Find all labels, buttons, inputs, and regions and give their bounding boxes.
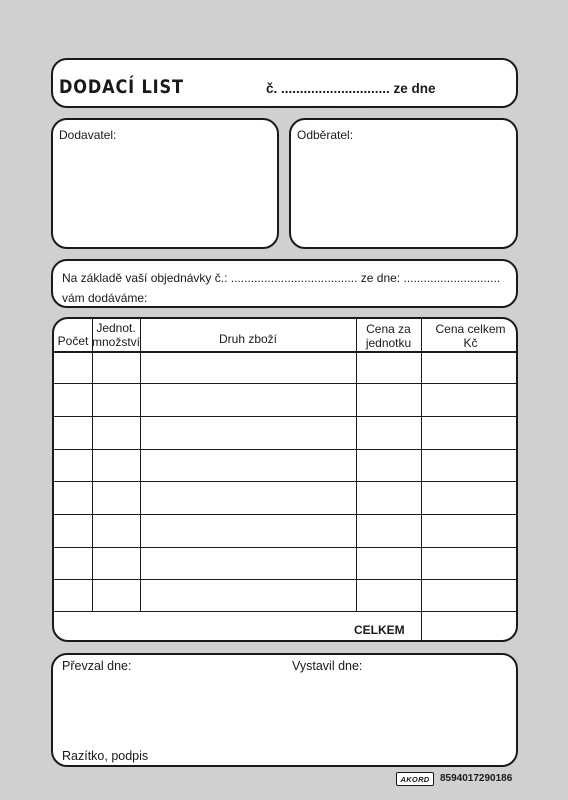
order-reference-line: Na základě vaší objednávky č.: ...................................... ze dne: ............................. [62, 271, 501, 285]
column-header-unit-quantity: Jednot. množství [92, 321, 141, 349]
table-row[interactable] [54, 547, 516, 548]
document-title: DODACÍ LIST [59, 76, 184, 98]
table-row[interactable] [54, 579, 516, 580]
customer-box[interactable] [289, 118, 518, 249]
table-row[interactable] [54, 383, 516, 384]
stamp-signature-label: Razítko, podpis [62, 749, 149, 763]
column-header-count: Počet [57, 334, 89, 348]
table-row[interactable] [54, 611, 516, 612]
table-row[interactable] [54, 481, 516, 482]
header-divider [54, 351, 516, 353]
column-header-unit-price: Cena za jednotku [365, 322, 412, 350]
total-label: CELKEM [354, 623, 405, 637]
received-date-label: Převzal dne: [62, 659, 132, 673]
brand-name: AKORD [400, 774, 430, 784]
column-divider [92, 319, 93, 611]
column-divider [356, 319, 357, 611]
issued-date-label: Vystavil dne: [292, 659, 363, 673]
customer-label: Odběratel: [297, 128, 354, 142]
column-header-goods-type: Druh zboží [218, 332, 278, 346]
table-row[interactable] [54, 416, 516, 417]
order-reference-box [51, 259, 518, 308]
supplier-box[interactable] [51, 118, 279, 249]
delivery-intro-line: vám dodáváme: [62, 291, 148, 305]
signature-box[interactable] [51, 653, 518, 767]
table-row[interactable] [54, 514, 516, 515]
table-row[interactable] [54, 449, 516, 450]
document-number-line: č. ............................. ze dne ........................... [266, 81, 436, 111]
akord-logo [396, 772, 434, 786]
column-header-total-price: Cena celkem Kč [435, 322, 506, 350]
barcode-number: 8594017290186 [440, 773, 513, 784]
items-table [52, 317, 518, 642]
supplier-label: Dodavatel: [59, 128, 117, 142]
column-divider [140, 319, 141, 611]
title-box [51, 58, 518, 111]
